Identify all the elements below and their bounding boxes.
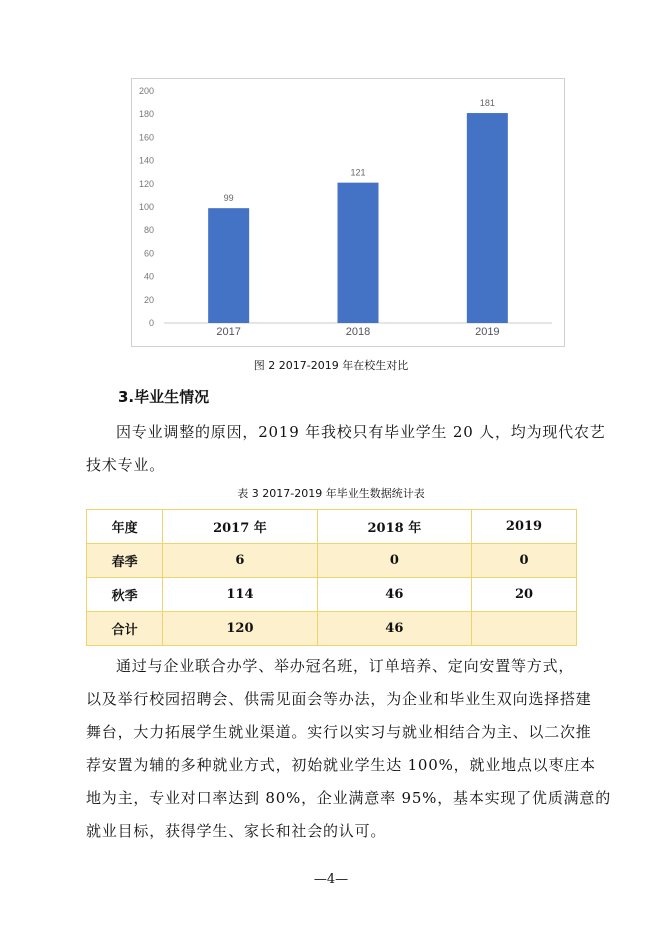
y-tick-label: 80 xyxy=(143,225,154,236)
paragraph-2 xyxy=(86,650,626,848)
bar-2018 xyxy=(338,183,379,323)
x-tick-label: 2017 xyxy=(216,326,241,338)
y-tick-label: 20 xyxy=(143,294,154,305)
header-cell: 2018 年 xyxy=(317,510,471,544)
graduate-table xyxy=(86,509,577,646)
page-number: —4— xyxy=(313,872,349,887)
x-tick-label: 2019 xyxy=(475,326,500,338)
figure-caption: 图 2 2017-2019 年在校生对比 xyxy=(253,359,409,372)
table-row xyxy=(87,544,577,578)
table-cell: 20 xyxy=(472,578,577,612)
para1-line: 技术专业。 xyxy=(86,456,166,474)
para2-line: 以及举行校园招聘会、供需见面会等办法，为企业和毕业生双向选择搭建 xyxy=(86,690,592,708)
table-row xyxy=(87,578,577,612)
table-cell: 46 xyxy=(317,578,471,612)
y-tick-label: 180 xyxy=(138,109,154,120)
table-cell: 0 xyxy=(472,544,577,578)
para2-line: 舞台，大力拓展学生就业渠道。实行以实习与就业相结合为主、以二次推 xyxy=(86,723,592,741)
table-cell: 0 xyxy=(317,544,471,578)
data-label: 99 xyxy=(223,193,234,204)
y-tick-label: 60 xyxy=(143,248,154,259)
chart-svg xyxy=(132,79,564,346)
table-header-row xyxy=(87,510,577,544)
table-cell: 120 xyxy=(163,612,317,646)
table-cell: 46 xyxy=(317,612,471,646)
para1-line: 因专业调整的原因，2019 年我校只有毕业学生 20 人，均为现代农艺 xyxy=(116,423,606,441)
table-cell xyxy=(472,612,577,646)
table-cell: 春季 xyxy=(87,544,163,578)
y-tick-label: 200 xyxy=(138,86,154,96)
bar-chart xyxy=(131,78,565,347)
header-cell: 年度 xyxy=(87,510,163,544)
para2-line: 就业目标，获得学生、家长和社会的认可。 xyxy=(86,822,387,840)
y-tick-label: 100 xyxy=(138,202,154,212)
table-cell: 秋季 xyxy=(87,578,163,612)
bar-2017 xyxy=(208,208,249,323)
para2-line: 地为主，专业对口率达到 80%，企业满意率 95%，基本实现了优质满意的 xyxy=(86,789,612,807)
table-row xyxy=(87,612,577,646)
table-cell: 合计 xyxy=(87,612,163,646)
y-tick-label: 40 xyxy=(143,271,154,282)
y-tick-label: 140 xyxy=(138,155,154,166)
y-tick-label: 120 xyxy=(138,178,154,189)
section-heading: 3.毕业生情况 xyxy=(118,388,210,406)
para2-line: 通过与企业联合办学、举办冠名班，订单培养、定向安置等方式， xyxy=(116,657,575,675)
data-label: 121 xyxy=(350,167,366,178)
x-tick-label: 2018 xyxy=(345,326,371,338)
data-label: 181 xyxy=(479,98,495,109)
header-cell: 2017 年 xyxy=(163,510,317,544)
paragraph-1 xyxy=(86,416,626,482)
header-cell: 2019 xyxy=(472,510,577,544)
table-caption: 表 3 2017-2019 年毕业生数据统计表 xyxy=(237,487,425,500)
y-tick-label: 0 xyxy=(148,318,154,328)
para2-line: 荐安置为辅的多种就业方式，初始就业学生达 100%，就业地点以枣庄本 xyxy=(86,756,596,774)
bar-2019 xyxy=(467,113,508,323)
table-cell: 114 xyxy=(163,578,317,612)
table-cell: 6 xyxy=(163,544,317,578)
y-tick-label: 160 xyxy=(138,132,154,143)
